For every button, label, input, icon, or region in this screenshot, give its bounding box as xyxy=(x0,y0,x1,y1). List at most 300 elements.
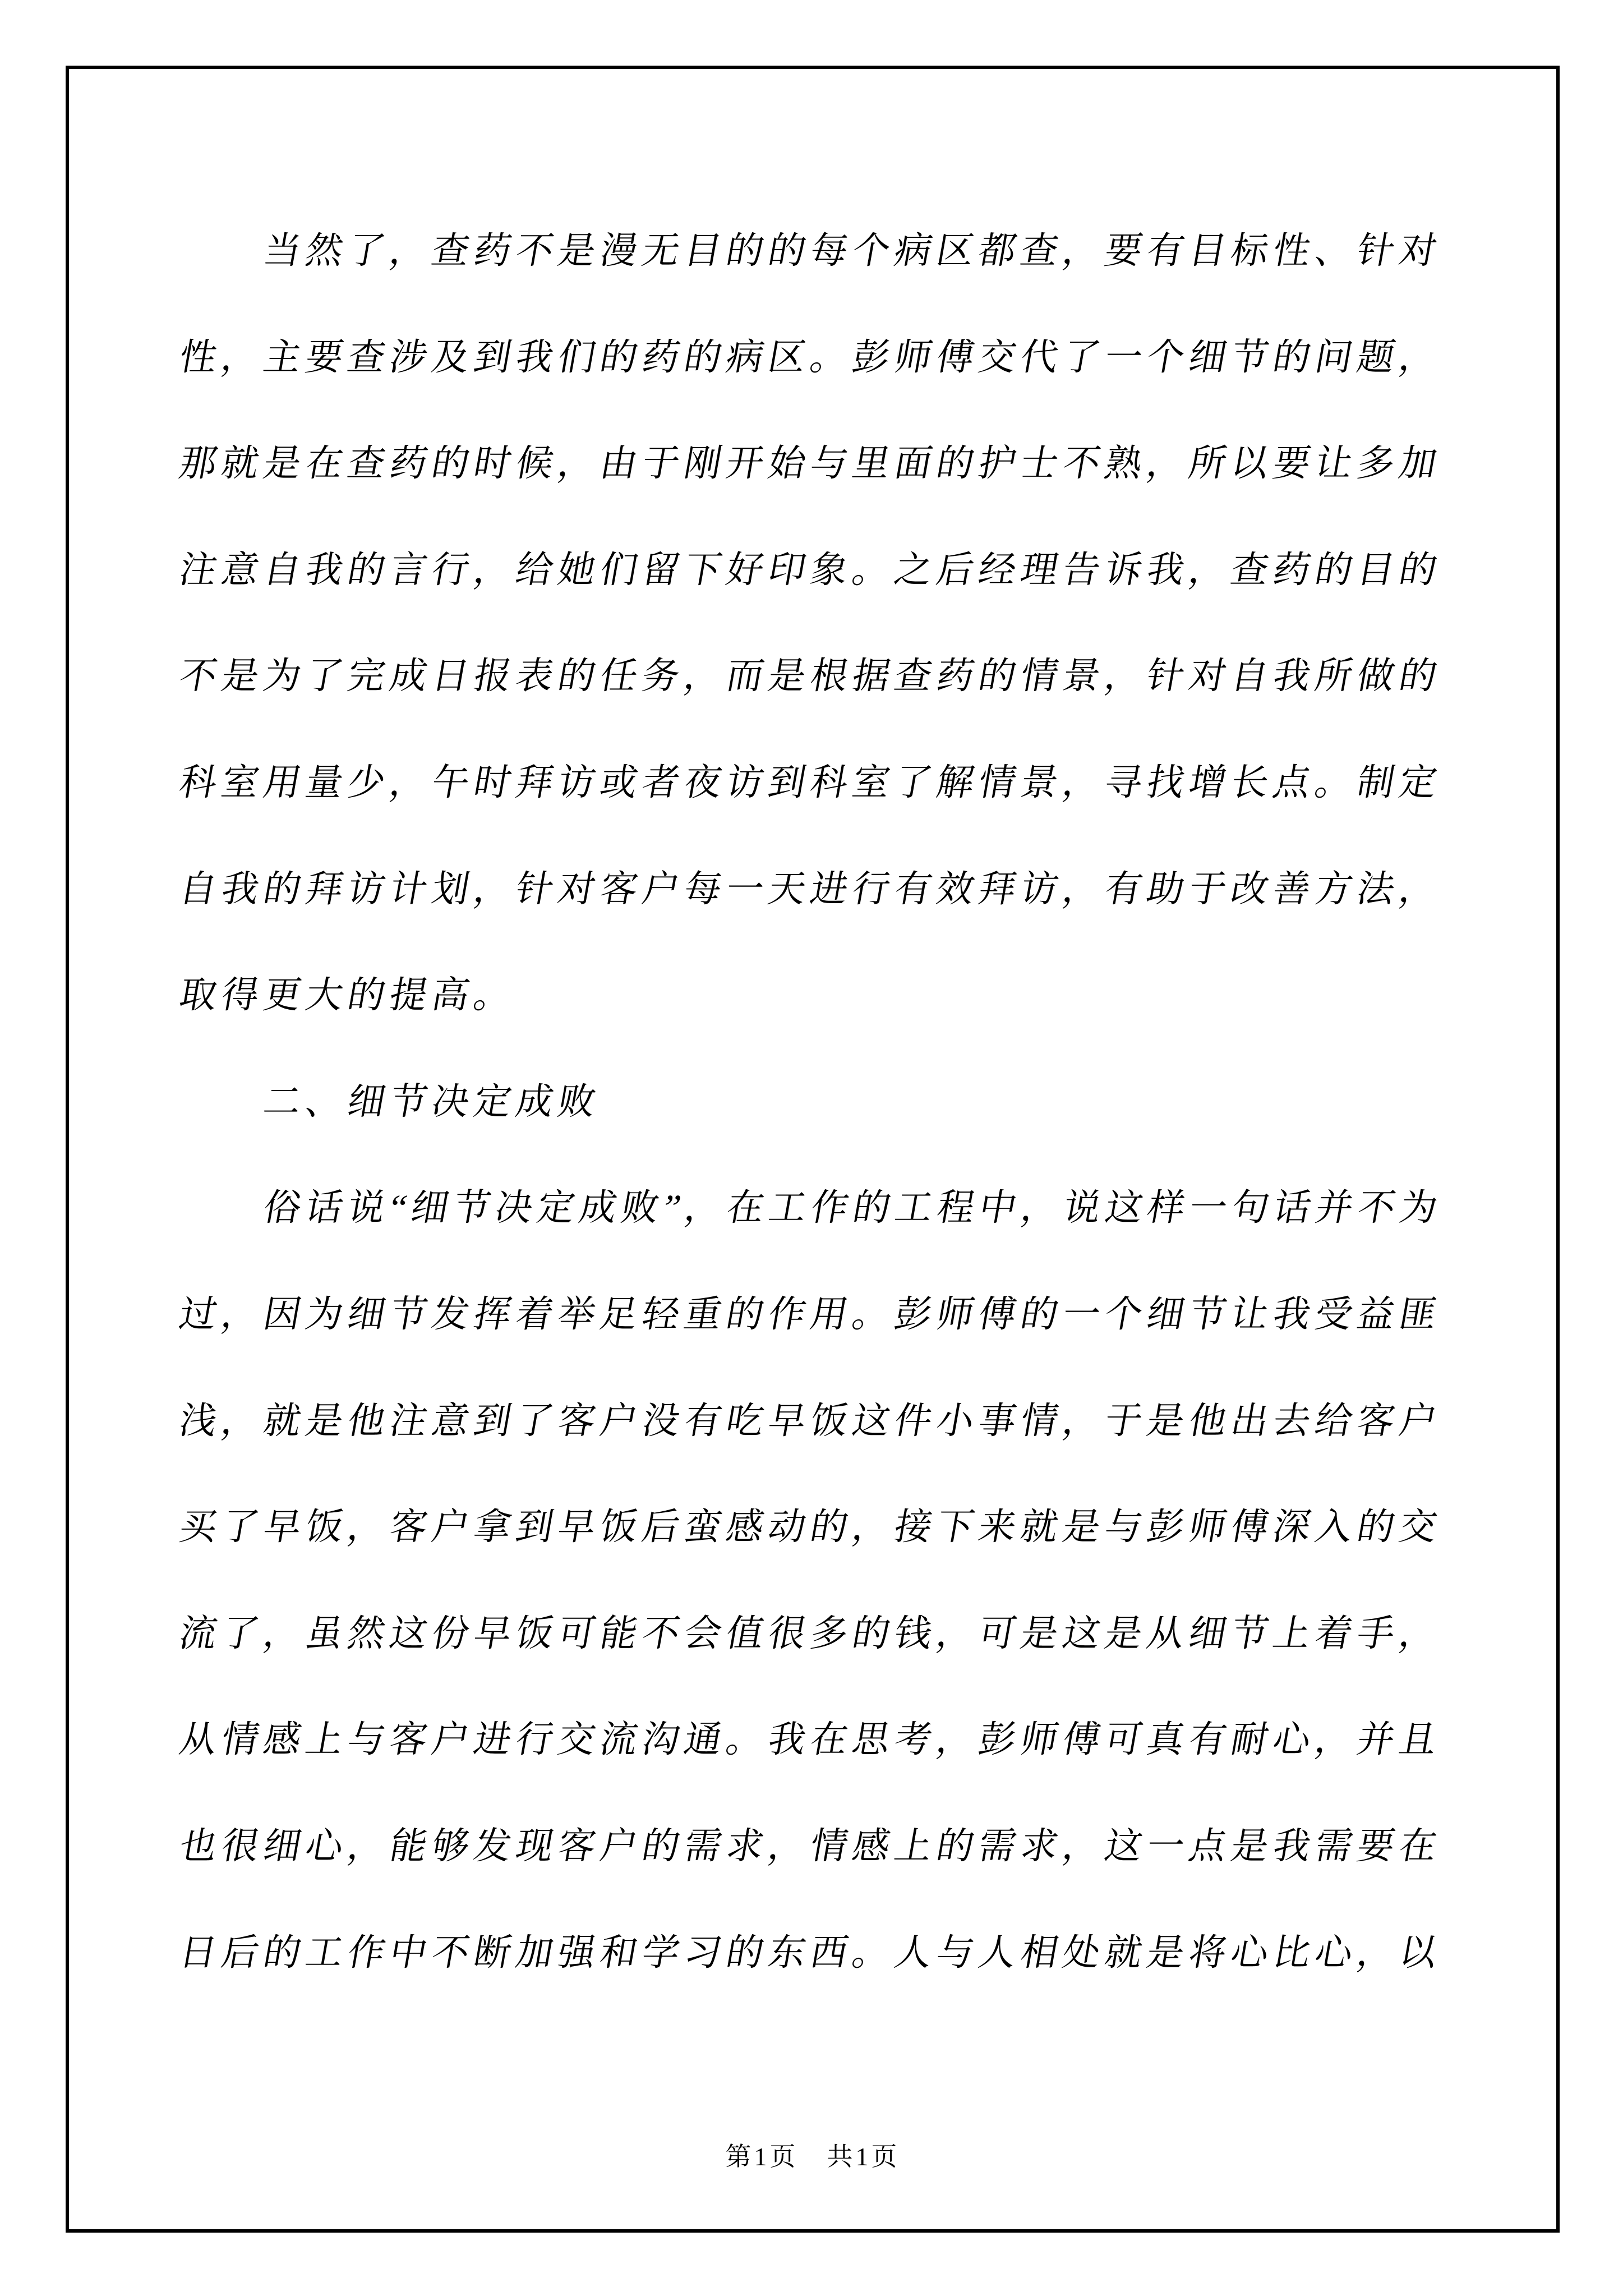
text-line xyxy=(177,836,1445,943)
char: 无 xyxy=(639,230,684,272)
char: 查 xyxy=(344,443,389,484)
char: 注 xyxy=(176,549,221,591)
char: 能 xyxy=(597,1613,642,1654)
char: 点 xyxy=(1186,1825,1230,1867)
char: 在 xyxy=(723,1188,768,1229)
char: 那 xyxy=(176,443,221,484)
char: 主 xyxy=(260,337,305,378)
char: 很 xyxy=(765,1613,810,1654)
char: 节 xyxy=(386,1294,431,1335)
char: 午 xyxy=(428,762,473,803)
char: 发 xyxy=(471,1825,515,1867)
char: 上 xyxy=(891,1825,936,1867)
char: ， xyxy=(1186,549,1230,591)
char: 是 xyxy=(1101,1613,1146,1654)
char: 。 xyxy=(1312,762,1357,803)
char: 他 xyxy=(344,1400,389,1442)
char: 增 xyxy=(1186,762,1230,803)
char: 病 xyxy=(723,337,768,378)
text-line xyxy=(177,1049,1445,1156)
char: ， xyxy=(1059,230,1104,272)
char: 求 xyxy=(723,1825,768,1867)
char: 、 xyxy=(1312,230,1357,272)
char: 报 xyxy=(471,656,515,697)
char: ， xyxy=(218,337,263,378)
char: 用 xyxy=(260,762,305,803)
char: 情 xyxy=(218,1719,263,1761)
char: 后 xyxy=(933,549,978,591)
char: 可 xyxy=(975,1613,1020,1654)
char: 病 xyxy=(891,230,936,272)
char: 方 xyxy=(1312,868,1357,910)
char: 的 xyxy=(765,230,810,272)
char: 找 xyxy=(1144,762,1188,803)
char: 题 xyxy=(1354,337,1399,378)
char: 傅 xyxy=(1059,1719,1104,1761)
char: 划 xyxy=(428,868,473,910)
char: 得 xyxy=(218,974,263,1016)
char: 针 xyxy=(1354,230,1399,272)
char: 人 xyxy=(891,1932,936,1973)
char: 了 xyxy=(302,656,347,697)
char: 感 xyxy=(260,1719,305,1761)
char: 我 xyxy=(1270,1825,1315,1867)
char: 节 xyxy=(450,1188,495,1229)
char: 与 xyxy=(933,1932,978,1973)
char: 到 xyxy=(765,762,810,803)
char: 心 xyxy=(302,1825,347,1867)
char: 面 xyxy=(891,443,936,484)
text-line xyxy=(177,517,1445,624)
char: 一 xyxy=(1059,1294,1104,1335)
char: 个 xyxy=(1144,337,1188,378)
char: 效 xyxy=(933,868,978,910)
char: 师 xyxy=(933,1294,978,1335)
char: 情 xyxy=(1017,656,1062,697)
char: 一 xyxy=(723,868,768,910)
char: 这 xyxy=(1101,1825,1146,1867)
char: 到 xyxy=(513,1506,557,1548)
char: ， xyxy=(218,1400,263,1442)
char: 需 xyxy=(681,1825,726,1867)
char: 有 xyxy=(1101,868,1146,910)
char: 熟 xyxy=(1101,443,1146,484)
char: 的 xyxy=(1312,549,1357,591)
char: 拜 xyxy=(975,868,1020,910)
char: 句 xyxy=(1228,1188,1273,1229)
char: 的 xyxy=(807,1506,852,1548)
char: 查 xyxy=(1017,230,1062,272)
char: 交 xyxy=(1396,1506,1441,1548)
char: 我 xyxy=(302,549,347,591)
char: 细 xyxy=(260,1825,305,1867)
char: 作 xyxy=(808,1188,852,1229)
char: 人 xyxy=(975,1932,1020,1973)
char: 为 xyxy=(1396,1188,1441,1229)
char: 不 xyxy=(1354,1188,1399,1229)
text-line xyxy=(177,411,1445,517)
char: 现 xyxy=(513,1825,557,1867)
char: 查 xyxy=(344,337,389,378)
char: 夜 xyxy=(681,762,726,803)
char: 科 xyxy=(807,762,852,803)
char: 样 xyxy=(1144,1188,1189,1229)
char: 着 xyxy=(1312,1613,1357,1654)
char: 室 xyxy=(849,762,894,803)
char: 与 xyxy=(807,443,852,484)
char: 处 xyxy=(1059,1932,1104,1973)
char: 户 xyxy=(1396,1400,1441,1442)
char: 的 xyxy=(555,656,600,697)
char: 意 xyxy=(218,549,263,591)
char: 留 xyxy=(639,549,684,591)
char: 将 xyxy=(1186,1932,1230,1973)
char: 根 xyxy=(807,656,852,697)
char: 行 xyxy=(849,868,894,910)
char: 自 xyxy=(260,549,305,591)
char: ， xyxy=(555,443,600,484)
char: 在 xyxy=(1396,1825,1441,1867)
char: 就 xyxy=(1101,1932,1146,1973)
char: 及 xyxy=(428,337,473,378)
char: 买 xyxy=(176,1506,221,1548)
char: 对 xyxy=(1186,656,1230,697)
char: 标 xyxy=(1228,230,1272,272)
char: 是 xyxy=(302,1400,347,1442)
char: 的 xyxy=(1017,1294,1062,1335)
char: 了 xyxy=(218,1506,263,1548)
char: 多 xyxy=(807,1613,852,1654)
char: 高 xyxy=(428,974,473,1016)
char: 是 xyxy=(1228,1825,1272,1867)
char: 告 xyxy=(1059,549,1104,591)
char: 做 xyxy=(1354,656,1399,697)
char: 户 xyxy=(639,868,684,910)
char: 心 xyxy=(1312,1932,1357,1973)
char: “ xyxy=(386,1188,411,1229)
char: 客 xyxy=(1354,1400,1399,1442)
text-line xyxy=(177,1900,1445,2007)
char: ， xyxy=(471,549,515,591)
char: 候 xyxy=(513,443,557,484)
char: 败 xyxy=(555,1081,600,1122)
char: 就 xyxy=(218,443,263,484)
char: 了 xyxy=(891,762,936,803)
text-line xyxy=(177,1368,1445,1475)
char: 客 xyxy=(597,868,642,910)
char: 这 xyxy=(1059,1613,1104,1654)
char: 行 xyxy=(513,1719,557,1761)
char: 份 xyxy=(428,1613,473,1654)
char: 言 xyxy=(386,549,431,591)
char: 们 xyxy=(555,337,600,378)
char: 上 xyxy=(302,1719,347,1761)
char: 过 xyxy=(176,1294,221,1335)
page-number-footer: 第1页 共1页 xyxy=(725,2142,900,2171)
char: 助 xyxy=(1144,868,1188,910)
char: 科 xyxy=(176,762,221,803)
char: 进 xyxy=(807,868,852,910)
char: 挥 xyxy=(471,1294,515,1335)
char: 去 xyxy=(1270,1400,1315,1442)
char: 这 xyxy=(386,1613,431,1654)
char: 的 xyxy=(1270,337,1315,378)
char: 为 xyxy=(302,1294,347,1335)
char: 日 xyxy=(176,1932,221,1973)
char: 针 xyxy=(1144,656,1188,697)
char: 傅 xyxy=(975,1294,1020,1335)
char: 的 xyxy=(933,1825,978,1867)
char: 加 xyxy=(513,1932,557,1973)
char: 室 xyxy=(218,762,263,803)
char: 印 xyxy=(765,549,810,591)
char: ， xyxy=(933,1613,978,1654)
char: 对 xyxy=(1396,230,1441,272)
char: 寻 xyxy=(1101,762,1146,803)
char: 动 xyxy=(765,1506,810,1548)
char: 涉 xyxy=(386,337,431,378)
char: 的 xyxy=(681,337,726,378)
char: 很 xyxy=(218,1825,263,1867)
char: 的 xyxy=(723,1932,768,1973)
char: 每 xyxy=(807,230,852,272)
char: ， xyxy=(1101,656,1146,697)
char: 少 xyxy=(344,762,389,803)
char: 上 xyxy=(1270,1613,1315,1654)
char: 了 xyxy=(1059,337,1104,378)
char: 时 xyxy=(471,762,515,803)
char: 一 xyxy=(1101,337,1146,378)
char: 与 xyxy=(344,1719,389,1761)
char: 户 xyxy=(428,1719,473,1761)
char: 傅 xyxy=(1228,1506,1272,1548)
char: 够 xyxy=(428,1825,473,1867)
char: 一 xyxy=(1186,1188,1231,1229)
char: 手 xyxy=(1354,1613,1399,1654)
char: 以 xyxy=(1228,443,1272,484)
char: 决 xyxy=(492,1188,537,1229)
text-line xyxy=(177,1687,1445,1793)
char: ， xyxy=(1396,1613,1441,1654)
char: 可 xyxy=(555,1613,600,1654)
char: 进 xyxy=(471,1719,515,1761)
char: 轻 xyxy=(639,1294,684,1335)
char: 傅 xyxy=(933,337,978,378)
char: 户 xyxy=(428,1506,473,1548)
char: 的 xyxy=(597,337,642,378)
char: 拜 xyxy=(302,868,347,910)
char: 交 xyxy=(555,1719,600,1761)
char: 个 xyxy=(1101,1294,1146,1335)
char: 解 xyxy=(933,762,978,803)
char: 性 xyxy=(176,337,221,378)
char: 所 xyxy=(1312,656,1357,697)
char: 点 xyxy=(1270,762,1315,803)
char: 药 xyxy=(933,656,978,697)
char: 法 xyxy=(1354,868,1399,910)
char: 不 xyxy=(176,656,221,697)
char: 者 xyxy=(639,762,684,803)
text-line xyxy=(177,1474,1445,1581)
char: 成 xyxy=(576,1188,621,1229)
char: 对 xyxy=(555,868,600,910)
char: 的 xyxy=(933,443,978,484)
char: 一 xyxy=(1144,1825,1188,1867)
char: 户 xyxy=(597,1400,642,1442)
text-line xyxy=(177,198,1445,305)
char: 。 xyxy=(723,1719,768,1761)
char: 着 xyxy=(513,1294,557,1335)
char: 在 xyxy=(302,443,347,484)
char: 细 xyxy=(408,1188,453,1229)
char: 情 xyxy=(807,1825,852,1867)
char: 药 xyxy=(1270,549,1315,591)
char: 定 xyxy=(471,1081,515,1122)
char: 二 xyxy=(260,1081,305,1122)
text-line xyxy=(177,942,1445,1049)
char: 任 xyxy=(597,656,642,697)
char: 要 xyxy=(1270,443,1315,484)
char: 都 xyxy=(975,230,1020,272)
char: 沟 xyxy=(639,1719,684,1761)
char: 学 xyxy=(639,1932,684,1973)
char: 开 xyxy=(723,443,768,484)
char: 的 xyxy=(1396,656,1441,697)
char: 是 xyxy=(218,656,263,697)
char: 可 xyxy=(1101,1719,1146,1761)
char: 话 xyxy=(1270,1188,1315,1229)
char: 下 xyxy=(933,1506,978,1548)
char: ， xyxy=(1059,1825,1104,1867)
char: 意 xyxy=(428,1400,473,1442)
char: 且 xyxy=(1396,1719,1441,1761)
char: 俗 xyxy=(260,1188,305,1229)
text-line xyxy=(177,305,1445,411)
char: 。 xyxy=(849,1294,894,1335)
char: 让 xyxy=(1312,443,1357,484)
char: 们 xyxy=(597,549,642,591)
char: 到 xyxy=(471,1400,515,1442)
char: ， xyxy=(386,762,431,803)
char: 的 xyxy=(850,1188,895,1229)
char: 客 xyxy=(386,1719,431,1761)
char: 户 xyxy=(597,1825,642,1867)
char: 不 xyxy=(1059,443,1104,484)
char: 长 xyxy=(1228,762,1272,803)
text-line xyxy=(177,730,1445,836)
char: 的 xyxy=(639,1825,684,1867)
char: 代 xyxy=(1017,337,1062,378)
char: 性 xyxy=(1270,230,1315,272)
char: 大 xyxy=(302,974,347,1016)
char: 就 xyxy=(260,1400,305,1442)
char: 中 xyxy=(976,1188,1021,1229)
text-line xyxy=(177,623,1445,730)
char: 比 xyxy=(1270,1932,1315,1973)
char: 当 xyxy=(260,230,305,272)
char: 说 xyxy=(1060,1188,1105,1229)
char: 访 xyxy=(723,762,768,803)
char: 工 xyxy=(766,1188,810,1229)
char: 话 xyxy=(302,1188,347,1229)
char: 所 xyxy=(1186,443,1230,484)
char: 也 xyxy=(176,1825,221,1867)
char: 来 xyxy=(975,1506,1020,1548)
char: 和 xyxy=(597,1932,642,1973)
char: 不 xyxy=(428,1932,473,1973)
char: 败 xyxy=(618,1188,663,1229)
char: 求 xyxy=(1017,1825,1062,1867)
char: 更 xyxy=(260,974,305,1016)
char: 能 xyxy=(386,1825,431,1867)
char: 节 xyxy=(1228,1613,1272,1654)
char: ， xyxy=(681,656,726,697)
char: 刚 xyxy=(681,443,726,484)
char: 成 xyxy=(386,656,431,697)
char: 由 xyxy=(597,443,642,484)
char: 为 xyxy=(260,656,305,697)
char: 细 xyxy=(1186,337,1230,378)
char: 客 xyxy=(386,1506,431,1548)
char: 给 xyxy=(1312,1400,1357,1442)
char: 并 xyxy=(1312,1188,1357,1229)
char: 重 xyxy=(681,1294,726,1335)
char: 。 xyxy=(471,974,515,1016)
char: 问 xyxy=(1312,337,1357,378)
char: 到 xyxy=(471,337,515,378)
char: 目 xyxy=(1354,549,1399,591)
char: 区 xyxy=(933,230,978,272)
char: 足 xyxy=(597,1294,642,1335)
char: 中 xyxy=(386,1932,431,1973)
char: 目 xyxy=(681,230,726,272)
char: 的 xyxy=(260,1932,305,1973)
char: 务 xyxy=(639,656,684,697)
char: 蛮 xyxy=(681,1506,726,1548)
char: 是 xyxy=(1017,1613,1062,1654)
char: 件 xyxy=(891,1400,936,1442)
char: 饭 xyxy=(807,1400,852,1442)
char: 决 xyxy=(428,1081,473,1122)
char: 象 xyxy=(807,549,852,591)
char: 她 xyxy=(555,549,600,591)
char: ， xyxy=(1396,337,1441,378)
char: 需 xyxy=(975,1825,1020,1867)
char: 查 xyxy=(1228,549,1272,591)
char: 查 xyxy=(428,230,473,272)
char: 自 xyxy=(1228,656,1272,697)
char: 的 xyxy=(428,443,473,484)
char: 受 xyxy=(1312,1294,1357,1335)
text-line xyxy=(177,1155,1445,1262)
char: 是 xyxy=(765,656,810,697)
char: 给 xyxy=(513,549,557,591)
char: 事 xyxy=(975,1400,1020,1442)
char: 用 xyxy=(807,1294,852,1335)
char: ， xyxy=(681,1188,726,1229)
char: 好 xyxy=(723,549,768,591)
char: 入 xyxy=(1312,1506,1357,1548)
char: ， xyxy=(1059,1400,1104,1442)
char: 交 xyxy=(975,337,1020,378)
char: 个 xyxy=(849,230,894,272)
document-body xyxy=(177,198,1445,2006)
char: 不 xyxy=(513,230,557,272)
char: 流 xyxy=(597,1719,642,1761)
char: 药 xyxy=(639,337,684,378)
char: 举 xyxy=(555,1294,600,1335)
char: 是 xyxy=(260,443,305,484)
